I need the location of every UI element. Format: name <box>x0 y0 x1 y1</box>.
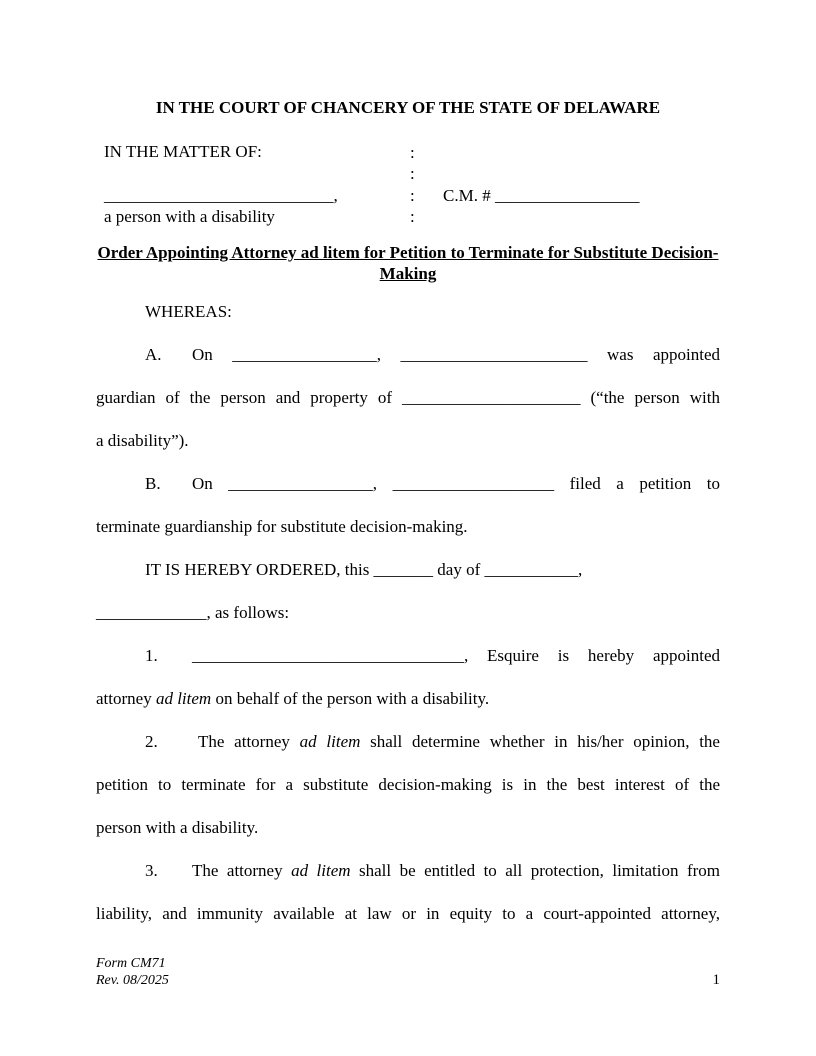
paragraph-b-line: terminate guardianship for substitute decision-making. <box>96 517 468 536</box>
italic-term: ad litem <box>299 732 361 751</box>
paragraph-2-line: petition to terminate for a substitute decision-making is in the best interest of the <box>96 775 720 794</box>
italic-term: ad litem <box>155 689 212 708</box>
whereas-heading: WHEREAS: <box>145 302 232 321</box>
paragraph-3-line: liability, and immunity available at law or in equity to a court-appointed attorney, <box>96 904 720 923</box>
court-heading: IN THE COURT OF CHANCERY OF THE STATE OF DELAWARE <box>155 98 661 117</box>
text-run: The attorney <box>192 861 292 880</box>
form-number: Form CM71 <box>96 956 166 971</box>
ordered-line: _____________, as follows: <box>96 603 290 622</box>
caption-colon: : <box>410 164 415 183</box>
text-run: shall determine whether in his/her opinion, the <box>360 732 720 751</box>
paragraph-1-line: ________________________________, Esquire is hereby appointed <box>192 646 720 665</box>
person-label: a person with a disability <box>104 207 275 226</box>
name-blank: ___________________________, <box>104 186 338 205</box>
paragraph-b-line: On _________________, ___________________ filed a petition to <box>192 474 720 493</box>
caption-colon: : <box>410 143 415 162</box>
text-run: The attorney <box>198 732 300 751</box>
paragraph-2-line <box>198 732 720 752</box>
paragraph-a-line: a disability”). <box>96 431 189 450</box>
ordered-line: IT IS HEREBY ORDERED, this _______ day of ___________, <box>145 560 583 579</box>
caption-colon: : <box>410 207 415 226</box>
text-run: attorney <box>96 689 156 708</box>
paragraph-3-label: 3. <box>145 861 158 880</box>
paragraph-1-label: 1. <box>145 646 158 665</box>
paragraph-a-line: On _________________, ______________________ was appointed <box>192 345 720 364</box>
paragraph-2-label: 2. <box>145 732 158 751</box>
paragraph-a-line: guardian of the person and property of _____________________ (“the person with <box>96 388 720 407</box>
paragraph-b-label: B. <box>145 474 161 493</box>
italic-term: ad litem <box>291 861 351 880</box>
paragraph-3-line <box>192 861 720 881</box>
paragraph-1-line <box>96 689 720 709</box>
paragraph-a-label: A. <box>145 345 162 364</box>
order-title: Order Appointing Attorney ad litem for Petition to Terminate for Substitute Decision-Making <box>97 243 719 283</box>
text-run: shall be entitled to all protection, limitation from <box>350 861 720 880</box>
paragraph-2-line: person with a disability. <box>96 818 259 837</box>
revision-date: Rev. 08/2025 <box>96 973 169 988</box>
cm-number-label: C.M. # _________________ <box>443 186 640 205</box>
caption-colon: : <box>410 186 415 205</box>
text-run: on behalf of the person with a disability. <box>211 689 490 708</box>
matter-label: IN THE MATTER OF: <box>104 142 262 161</box>
page-number: 1 <box>712 972 720 988</box>
